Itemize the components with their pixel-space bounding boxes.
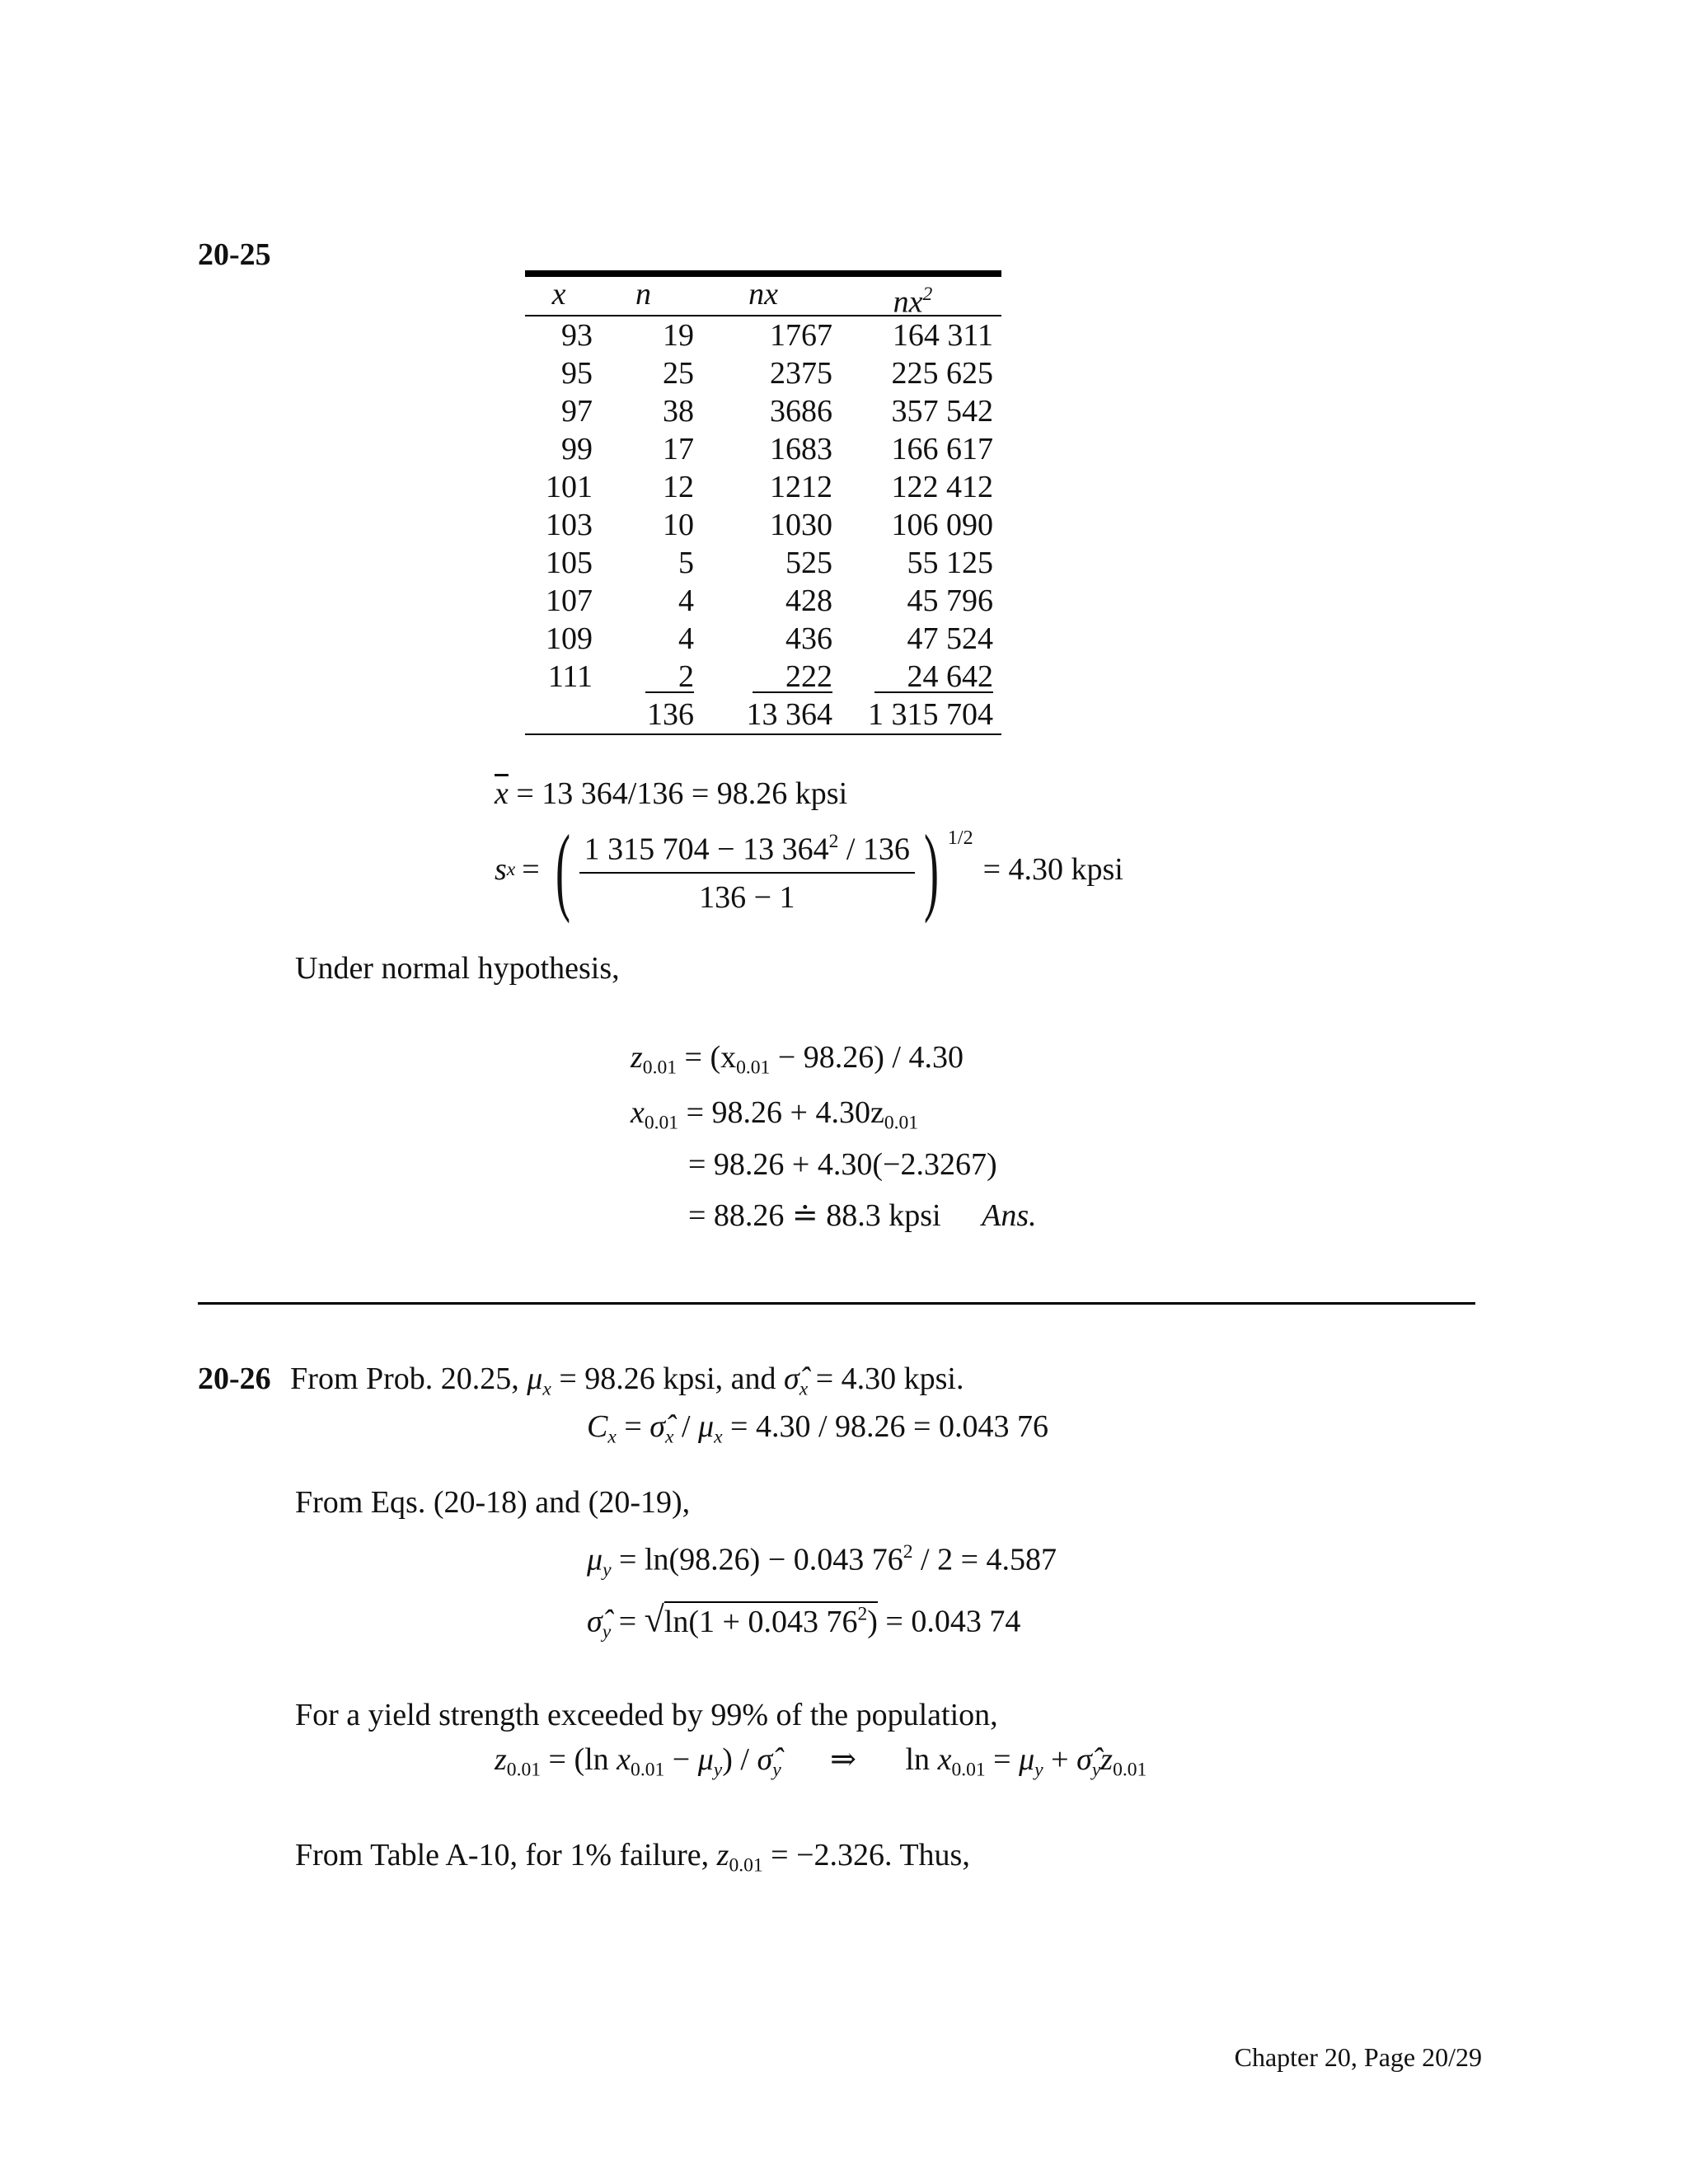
table-row [525,468,1001,506]
section-divider [198,1302,1475,1305]
table-row [525,354,1001,392]
table-cell-nx: 1683 [770,432,832,466]
table-cell-x: 95 [561,356,593,391]
z-eq-1: $z_{0.01} = (x_{0.01} - 98.26) / 4.30$ [631,1040,964,1079]
header-n: n [635,277,651,312]
total-cell-nx: 13 364 [746,697,832,732]
z-eq-2: $x_{0.01} = 98.26 + 4.30z_{0.01}$ [631,1095,919,1134]
table-cell-n: 2 [593,658,694,696]
table-cell-n: 4 [678,583,694,618]
header-nx: nx [748,277,778,312]
table-cell-nx2: 166 617 [891,432,993,466]
table-cell-x: 103 [546,508,593,542]
table-row [525,620,1001,658]
table-cell-n: 17 [663,432,694,466]
header-nx2: $nx^2$ [893,284,933,320]
total-cell-n: 136 [647,697,694,732]
table-cell-x: 99 [561,432,593,466]
table-cell-nx: 428 [785,583,832,618]
table-cell-nx2: 357 542 [891,394,993,429]
page-footer: Chapter 20, Page 20/29 [1234,2042,1482,2072]
sx-symbol: s [495,852,507,887]
table-body [525,316,1001,696]
table-cell-nx2: 47 524 [907,621,993,656]
table-cell-nx2: 164 311 [892,318,993,353]
table-cell-x: 93 [561,318,593,353]
table-cell-nx2: 24 642 [832,658,993,696]
table-total-row [525,696,1001,733]
table-cell-nx: 436 [785,621,832,656]
sx-result: = 4.30 kpsi [982,852,1123,887]
data-table [525,270,1001,735]
mean-equation [495,775,847,813]
mu-y-equation: $\mu_y = \ln(98.26) - 0.043$ $76^2 / 2 = 4.587$ [587,1541,1057,1582]
table-cell-nx: 1212 [770,470,832,504]
table-cell-nx: 525 [785,546,832,580]
table-cell-n: 12 [663,470,694,504]
table-header-row [525,277,1001,320]
table-cell-nx2: 55 125 [907,546,993,580]
table-bottom-rule [525,733,1001,735]
header-x: x [551,277,566,312]
eqs-text: From Eqs. (20-18) and (20-19), [295,1485,691,1520]
sx-fraction [579,823,915,916]
z-eq-4: = 88.26 ≐ 88.3 kpsi Ans. [688,1198,1037,1233]
table-cell-nx2: 225 625 [891,356,993,391]
problem-label-20-26: 20-26 [198,1361,271,1396]
table-cell-n: 25 [663,356,694,391]
table-cell-nx: 1767 [770,318,832,353]
table-cell-nx: 1030 [770,508,832,542]
table-a10-text: From Table A-10, for 1% failure, $z_{0.01} = -2.326$. Thus, [295,1838,970,1877]
z-eq-3: = 98.26 + 4.30(−2.3267) [688,1147,997,1182]
sx-exponent: 1/2 [947,827,973,849]
sx-equals: = [522,852,540,887]
total-cell-nx2: 1 315 704 [868,697,993,732]
header-nx2-sup: 2 [922,284,933,305]
table-cell-nx2: 106 090 [891,508,993,542]
table-cell-x: 97 [561,394,593,429]
table-row [525,658,1001,696]
table-row [525,316,1001,354]
table-row [525,430,1001,468]
table-row [525,544,1001,582]
table-cell-n: 19 [663,318,694,353]
table-row [525,392,1001,430]
table-cell-n: 10 [663,508,694,542]
sx-denominator: 136 − 1 [699,879,795,915]
table-cell-nx: 222 [694,658,832,696]
table-cell-nx: 3686 [770,394,832,429]
yield-text: For a yield strength exceeded by 99% of the population, [295,1698,998,1732]
sx-subscript: x [506,859,516,880]
mean-symbol: $\overline{x}$ [495,776,509,811]
table-cell-n: 5 [678,546,694,580]
table-cell-n: 38 [663,394,694,429]
mean-value: = 13 364/136 = 98.26 kpsi [516,776,848,811]
table-cell-nx2: 45 796 [907,583,993,618]
ans-label: Ans. [982,1198,1037,1233]
table-row [525,582,1001,620]
problem-26-intro: 20-26 From Prob. 20.25, $\mu_x = 98.26$ kpsi, and $\sigmâ_x = 4.30$ kpsi. [198,1361,964,1400]
table-row [525,506,1001,544]
left-paren: ( [555,814,570,924]
right-paren: ) [923,814,939,924]
table-cell-n: 4 [678,621,694,656]
sx-equation [495,816,1123,923]
cx-equation: $C_x$ = $\sigmâ_x / \mu_x = 4.30 / 98.26 = 0.043$ 76 [587,1409,1048,1448]
table-top-rule [525,270,1001,277]
hypothesis-text: Under normal hypothesis, [295,951,620,986]
problem-label-20-25: 20-25 [198,237,271,272]
table-cell-x: 107 [546,583,593,618]
table-cell-nx2: 122 412 [891,470,993,504]
table-cell-x: 101 [546,470,593,504]
table-cell-x: 109 [546,621,593,656]
ln-equation: $z_{0.01} = (\ln$ $x_{0.01} - \mu_y$) / $\sigmâ_y$ ⇒ $\ln x_{0.01} = \mu_y$ + $\sigmâ_yz_{0.01}$ [495,1742,1147,1781]
sigma-y-equation: $\sigmâ_y = √\ln(1 + 0.043$ $76^2) = 0.043$ 74 [587,1599,1021,1643]
sx-numerator: 1 315 704 − 13 $364^2 / 136$ [579,823,915,874]
table-cell-nx: 2375 [770,356,832,391]
table-cell-x: 105 [546,546,593,580]
total-cell-x [525,696,593,733]
table-cell-x: 111 [547,659,593,694]
